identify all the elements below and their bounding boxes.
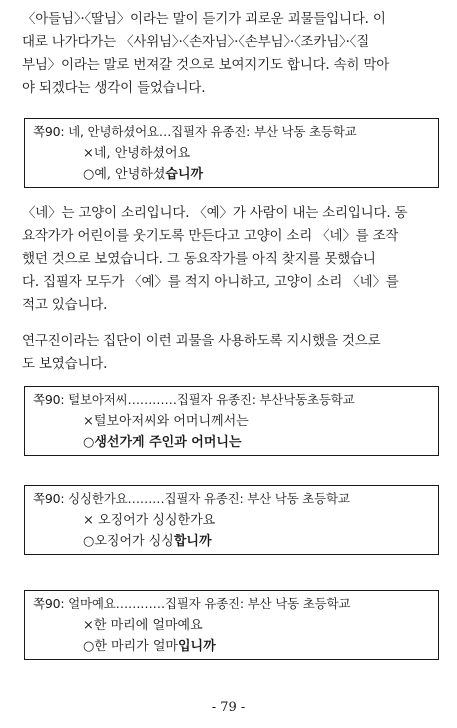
paragraph-2 <box>22 202 442 317</box>
paragraph-line: 도 보였습니다. <box>22 356 108 372</box>
correct-example <box>33 531 430 552</box>
correction-box-4 <box>24 590 439 660</box>
paragraph-1 <box>22 8 442 100</box>
paragraph-line: 적고 있습니다. <box>22 297 108 313</box>
correction-box-2 <box>24 386 439 456</box>
correct-example-emphasis: 입니까 <box>177 639 216 654</box>
incorrect-example: ×털보아저씨와 어머니께서는 <box>83 414 249 429</box>
paragraph-line: 대로 나가다가는 〈사위님〉·〈손자님〉·〈손부님〉·〈조카님〉·〈질 <box>22 34 370 50</box>
correct-example-plain: ○한 마리가 얼마 <box>83 639 178 654</box>
correct-example-emphasis: 생선가게 주인과 어머니는 <box>94 435 242 450</box>
paragraph-line: 〈네〉는 고양이 소리입니다. 〈예〉가 사람이 내는 소리입니다. 동 <box>22 205 408 221</box>
correct-example-plain: ○예, 안녕하셨 <box>83 167 166 182</box>
correct-example <box>33 164 430 185</box>
incorrect-example: × 오징어가 싱싱한가요 <box>83 513 216 528</box>
box-header: 쪽90: 털보아저씨…………집필자 유종진: 부산낙동초등학교 <box>33 392 355 407</box>
correct-example <box>33 432 430 453</box>
box-header: 쪽90: 얼마예요…………집필자 유종진: 부산 낙동 초등학교 <box>33 596 351 611</box>
paragraph-line: 부님〉이라는 말로 번져갈 것으로 보여지기도 합니다. 속히 막아 <box>22 57 390 73</box>
paragraph-line: 했던 것으로 보였습니다. 그 동요작가를 아직 찾지를 못했습니 <box>22 251 376 267</box>
correct-example-plain: ○ <box>83 435 95 450</box>
correction-box-3 <box>24 485 439 555</box>
correct-example-emphasis: 합니까 <box>173 534 212 549</box>
incorrect-example: ×네, 안녕하셨어요 <box>83 146 191 161</box>
correct-example-emphasis: 습니까 <box>165 167 204 182</box>
box-header: 쪽90: 네, 안녕하셨어요…집필자 유종진: 부산 낙동 초등학교 <box>33 124 357 139</box>
paragraph-line: 야 되겠다는 생각이 들었습니다. <box>22 80 206 96</box>
box-header: 쪽90: 싱싱한가요………집필자 유종진: 부산 낙동 초등학교 <box>33 491 350 506</box>
incorrect-example: ×한 마리에 얼마예요 <box>83 618 203 633</box>
paragraph-line: 〈아들님〉·〈딸님〉이라는 말이 듣기가 괴로운 괴물들입니다. 이 <box>22 11 386 27</box>
correction-box-1 <box>24 118 439 188</box>
correct-example <box>33 636 430 657</box>
page-number: - 79 - <box>211 700 246 715</box>
paragraph-line: 연구진이라는 집단이 이런 괴물을 사용하도록 지시했을 것으로 <box>22 333 381 349</box>
paragraph-line: 다. 집필자 모두가 〈예〉를 적지 아니하고, 고양이 소리 〈네〉를 <box>22 274 399 290</box>
paragraph-3 <box>22 330 442 376</box>
paragraph-line: 요작가가 어린이를 웃기도록 만든다고 고양이 소리 〈네〉를 조작 <box>22 228 399 244</box>
correct-example-plain: ○오징어가 싱싱 <box>83 534 174 549</box>
